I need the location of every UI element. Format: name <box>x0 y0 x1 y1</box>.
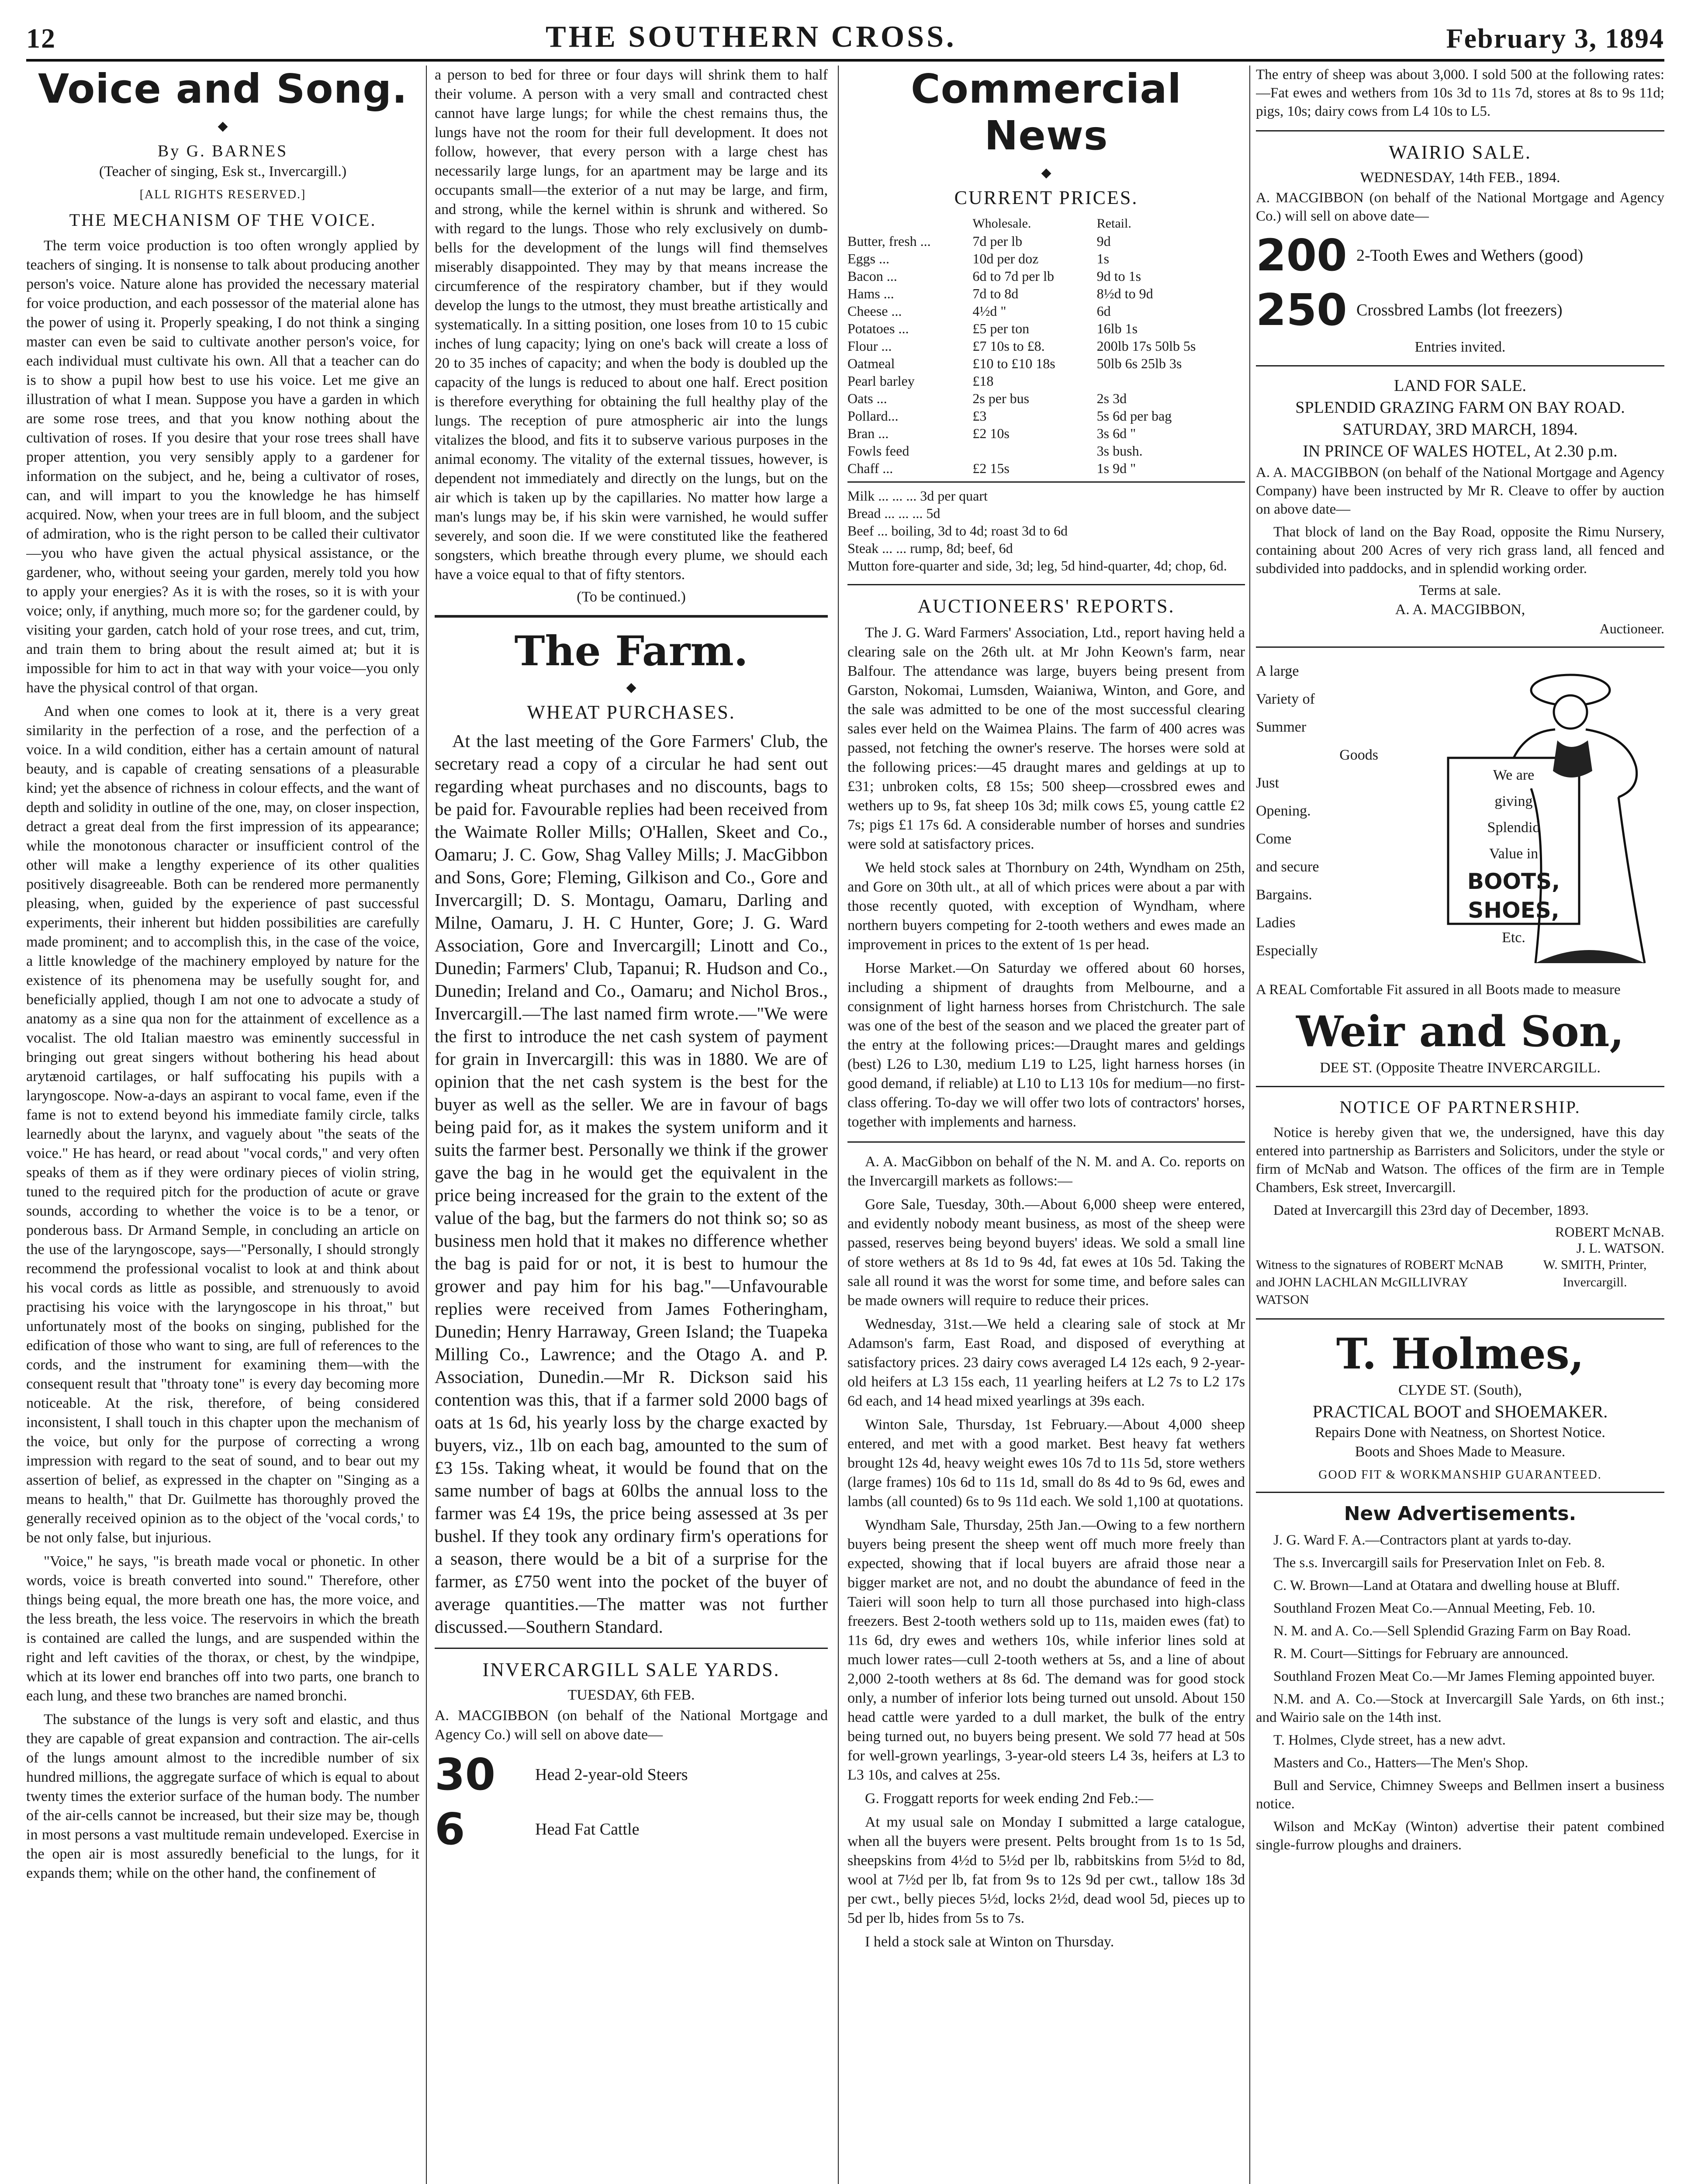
boots-ad-line: Just <box>1256 775 1279 791</box>
column-rule <box>1249 66 1250 2184</box>
speech-line: Value in <box>1489 846 1539 862</box>
new-ad-item: Bull and Service, Chimney Sweeps and Bellmen insert a business notice. <box>1256 1778 1664 1812</box>
weir-line: A REAL Comfortable Fit assured in all Boots made to measure <box>1256 982 1621 998</box>
masthead <box>26 9 1664 62</box>
new-ad-item: C. W. Brown—Land at Otatara and dwelling house at Bluff. <box>1273 1578 1620 1593</box>
notice-body: Notice is hereby given that we, the undersigned, have this day entered into partnership as Barristers and Solicitors, under the style or firm of McNab and Watson. The offices of the firm are in Temple Chambers, Esk street, Invercargill. <box>1256 1125 1664 1196</box>
auctioneer-name: A. A. MACGIBBON, <box>1395 601 1525 618</box>
article-paragraph: Horse Market.—On Saturday we offered about 60 horses, including a shipment of draughts from Melbourne, and a consignment of light harness horses from Christchurch. The sale was one of the best of the season and we placed the greater part of the entry at the following prices:—Draught mares and geldings (best) L26 to L30, medium L19 to L25, light harness horses (in good demand, if reliable) at L10 to L13 10s for medium—no first-class offering. To-day we will offer two lots of contractors' horses, together with implements and harness. <box>847 960 1245 1130</box>
new-ad-item: Wilson and McKay (Winton) advertise their patent combined single-furrow ploughs and drainers. <box>1256 1819 1664 1853</box>
boots-ad-line: Summer <box>1256 719 1307 735</box>
table-cell: Eggs ... <box>847 251 889 266</box>
boots-ad-line: A large <box>1256 663 1299 679</box>
table-cell: Oats ... <box>847 390 887 406</box>
wairio-date: WEDNESDAY, 14th FEB., 1894. <box>1360 169 1560 186</box>
boots-ad-line: Bargains. <box>1256 887 1312 903</box>
table-cell: 16lb 1s <box>1096 321 1138 336</box>
article-paragraph: Wyndham Sale, Thursday, 25th Jan.—Owing to a few northern buyers being present the sheep went off much more freely than expected, showing that if local buyers are afraid those near a bigger market are not, and no doubt the abundance of feed in the Taieri will soon help to turn all those purchased into high-class freezers. Best 2-tooth wethers sold up to 11s, maiden ewes (fat) to 11s 6d, dry ewes and wethers 10s, while inferior lines sold at much lower rates—cull 2-tooth wethers at 5s, and a line of about 2,000 2-tooth wethers at 8s 6d. The demand was for good stock only, a number of inferior lots being turned out unsold. About 150 head cattle were yarded to a dull market, the bulk of the entry being turned out, no buyers being present. We sold 77 head at 50s for well-grown yearlings, 3-year-old steers L4 3s, heifers at L3 to L3 10s, and calves at 25s. <box>847 1517 1245 1783</box>
table-row <box>847 390 1245 407</box>
new-ad-item: Southland Frozen Meat Co.—Mr James Fleming appointed buyer. <box>1273 1669 1655 1684</box>
article-paragraph: Wednesday, 31st.—We held a clearing sale of stock at Mr Adamson's farm, East Road, and disposed of everything at satisfactory prices. 23 dairy cows averaged L4 12s each, 9 2-year-old heifers at L3 15s each, 11 yearling heifers at L2 7s to L2 17s 6d each, and 14 head mixed yearlings at 39s each. <box>847 1316 1245 1409</box>
divider <box>847 481 1245 483</box>
table-cell: 1s 9d " <box>1096 460 1136 476</box>
table-cell: 50lb 6s 25lb 3s <box>1096 356 1182 371</box>
retail-line: Beef ... boiling, 3d to 4d; roast 3d to 6d <box>847 523 1068 539</box>
auctioneer-title: Auctioneer. <box>1599 621 1664 636</box>
farm-heading: SPLENDID GRAZING FARM ON BAY ROAD. <box>1295 398 1625 417</box>
article-paragraph: And when one comes to look at it, there is a very great similarity in the perfection of a rose, and the perfection of a voice. In a wild condition, either has a certain amount of natural beauty, and is capable of creating sensations of a pleasurable kind; yet the absence of richness in colour effects, and the want of depth and solidity in outline of the one, may, on closer inspection, detract a great deal from the first impression of its appearance; while the monotonous character or insufficient control of the other will make a lengthy experience of its other qualities positively disagreeable. Both can be rendered more permanently pleasing, when, guided by the experience of past successful experiments, their inherent but hidden possibilities are carefully made prominent; and to accomplish this, in the case of the voice, a little knowledge of the machinery employed by nature for the existence of its phenomena may be usefully sought for, and beneficially applied, though I am not one to advocate a study of anatomy as a sine qua non for the attainment of excellence as a vocalist. The old Italian maestro was eminently successful in bringing out great singers without bothering his head about arytænoid cartilages, or half suffocating his pupils with a laryngoscope. Now-a-days an aspirant to vocal fame, even if the fame is not to extend beyond his immediate family circle, talks learnedly about the larynx, and vaguely about "the seats of the voice." He has heard, or read about "vocal cords," and very often speaks of them as if they were ordinary pieces of violin string, tuned to the required pitch for the production of acute or grave sounds, according to whether the voice is to be a tenor, or ponderous bass. Dr Armand Semple, in concluding an article on the use of the laryngoscope, says—"Personally, I should strongly recommend the professional vocalist to look at and think about his vocal cords as little as possible, and strenuously to avoid practising his voice with the laryngoscope in his throat," but unfortunately most of the books on singing, published for the edification of those who want to sing, are full of references to the cords, and the instrument for examining them—with the consequent result that "throaty tone" is every day becoming more noticeable. At the risk, therefore, of being considered inconsistent, I shall touch in this chapter upon the mechanism of the voice, but only for the purpose of correcting a wrong impression with regard to the seat of sound, and to bear out my assertion of belief, as expressed in the chapter on "Singing as a means to health," that Dr. Guilmette has thoroughly proved the generally received opinion as to the object of the 'vocal cords,' to be not only false, but injurious. <box>26 703 419 1546</box>
wairio-intro: A. MACGIBBON (on behalf of the National Mortgage and Agency Co.) will sell on above date— <box>1256 190 1664 224</box>
table-cell: £2 10s <box>972 425 1010 441</box>
newspaper-title: THE SOUTHERN CROSS. <box>545 20 957 54</box>
table-cell: 9d <box>1096 233 1111 249</box>
table-row <box>847 355 1245 372</box>
new-ad-item: T. Holmes, Clyde street, has a new advt. <box>1273 1732 1506 1748</box>
wairio-heading: WAIRIO SALE. <box>1389 142 1532 163</box>
divider <box>1256 1086 1664 1087</box>
column-header <box>847 215 972 232</box>
column-header: Wholesale. <box>972 216 1031 231</box>
rights-note: [ALL RIGHTS RESERVED.] <box>139 188 306 201</box>
retail-line: Steak ... ... rump, 8d; beef, 6d <box>847 540 1013 556</box>
boots-ad-line: Opening. <box>1256 803 1311 819</box>
speech-bubble <box>1461 762 1566 951</box>
column-rule <box>426 66 427 2184</box>
auctioneers-heading: AUCTIONEERS' REPORTS. <box>917 595 1175 617</box>
holmes-name: T. Holmes, <box>1336 1329 1584 1379</box>
terms-note: Terms at sale. <box>1419 582 1501 598</box>
retail-line: Mutton fore-quarter and side, 3d; leg, 5d hind-quarter, 4d; chop, 6d. <box>847 558 1227 574</box>
holmes-fit: GOOD FIT & WORKMANSHIP GUARANTEED. <box>1318 1468 1602 1482</box>
page-number: 12 <box>26 23 56 54</box>
new-ad-item: N. M. and A. Co.—Sell Splendid Grazing Farm on Bay Road. <box>1273 1623 1631 1639</box>
speech-line: giving <box>1494 793 1533 809</box>
table-cell <box>1097 372 1245 390</box>
article-paragraph: The substance of the lungs is very soft and elastic, and thus they are capable of great expansion and contraction. The air-cells of the lungs amount almost to the incredible number of six hundred millions, the aggregate surface of which is equal to about twenty times the exterior surface of the human body. The number of the air-cells cannot be increased, but their size may be, though in most persons a vast multitude remain undeveloped. Exercise in the open air is most assuredly beneficial to the lungs, for it expands them; while on the other hand, the confinement of <box>26 1711 419 1881</box>
teacher-note: (Teacher of singing, Esk st., Invercargill.) <box>99 163 347 180</box>
boots-ad-line: Variety of <box>1256 691 1315 707</box>
boots-ad-line: and secure <box>1256 859 1319 875</box>
new-ad-item: J. G. Ward F. A.—Contractors plant at yards to-day. <box>1273 1532 1572 1548</box>
article-paragraph: a person to bed for three or four days will shrink them to half their volume. A person with a very small and contracted chest cannot have large lungs; for while the chest remains thus, the lungs have not the room for their full development. It does not follow, however, that every person with a large chest has necessarily large lungs, for an apartment may be large and its occupants small—the exterior of a nut may be large, and firm, and strong, while the kernel within is shrunk and withered. So with regard to the lungs. Those who rely exclusively on dumb-bells for the development of the lungs will find themselves miserably disappointed. They may by that means increase the circumference of the respiratory chamber, but if they would develop the lungs to the utmost, they must breathe artistically and systematically. In a sitting position, one loses from 10 to 15 cubic inches of lung capacity; lying on one's back will create a loss of 20 to 35 inches of capacity; and when the body is doubled up the capacity of the lungs is reduced to about one half. Erect position is therefore everything for obtaining the full healthy play of the lungs. The reception of pure atmospheric air into the lungs vitalizes the blood, and fits it to subserve various purposes in the animal economy. The vitality of the external tissues, however, is dependent not immediately and directly on the lungs, but on the air which is taken up by the capillaries. No matter how large a man's lungs may be, if his skin were varnished, he would suffer severely, and soon die. If we were constituted like the feathered songsters, which breathe through every plume, we should each have a voice equal to that of fifty stentors. <box>435 67 828 583</box>
farm-body: That block of land on the Bay Road, opposite the Rimu Nursery, containing about 200 Acres of very rich grass land, all fenced and subdivided into paddocks, and in splendid working order. <box>1256 524 1664 577</box>
table-cell <box>972 442 1096 460</box>
ornament-diamond: ◆ <box>626 680 636 695</box>
holmes-trade: PRACTICAL BOOT and SHOEMAKER. <box>1312 1402 1608 1421</box>
table-row <box>847 302 1245 320</box>
divider <box>1256 646 1664 648</box>
table-cell: Potatoes ... <box>847 321 909 336</box>
continued-note: (To be continued.) <box>577 589 686 605</box>
table-row <box>847 285 1245 302</box>
table-cell: £2 15s <box>972 460 1010 476</box>
table-cell: 6d <box>1096 303 1111 319</box>
table-cell: £5 per ton <box>972 321 1030 336</box>
column-header: Retail. <box>1096 216 1131 231</box>
table-cell: 3s bush. <box>1096 443 1143 459</box>
divider <box>1256 365 1664 366</box>
retail-lines <box>847 487 1245 574</box>
lot-number: 250 <box>1256 284 1347 335</box>
table-cell: 3s 6d " <box>1096 425 1136 441</box>
divider <box>847 1141 1245 1143</box>
table-cell: 7d to 8d <box>972 286 1019 301</box>
lot-number: 6 <box>435 1804 465 1855</box>
new-ads-list <box>1256 1531 1664 1854</box>
lot-item <box>435 1749 828 1800</box>
farm-subheading: WHEAT PURCHASES. <box>527 702 736 723</box>
table-cell: £18 <box>972 373 994 389</box>
divider <box>1256 1318 1664 1320</box>
lot-description: Crossbred Lambs (lot freezers) <box>1356 301 1563 319</box>
divider <box>1256 130 1664 131</box>
table-cell: £3 <box>972 408 987 424</box>
sale-date: TUESDAY, 6th FEB. <box>567 1687 695 1703</box>
witness-left: Witness to the signatures of ROBERT McNAB and JOHN LACHLAN McGILLIVRAY WATSON <box>1256 1258 1504 1307</box>
speech-strong: SHOES, <box>1468 898 1560 923</box>
table-row <box>847 267 1245 285</box>
column-farm <box>435 66 828 2184</box>
table-cell: 10d per doz <box>972 251 1039 266</box>
lot-item <box>435 1804 828 1855</box>
lot-item <box>1256 230 1664 281</box>
table-row <box>847 442 1245 460</box>
price-table <box>847 215 1245 477</box>
table-cell: Bran ... <box>847 425 889 441</box>
lot-description: 2-Tooth Ewes and Wethers (good) <box>1356 246 1584 265</box>
farm-date: SATURDAY, 3RD MARCH, 1894. <box>1342 420 1578 439</box>
table-row <box>847 372 1245 390</box>
boots-ad-text <box>1256 657 1378 965</box>
witness-right: W. SMITH, Printer, Invercargill. <box>1543 1258 1647 1289</box>
notice-heading: NOTICE OF PARTNERSHIP. <box>1339 1097 1581 1117</box>
holmes-address: CLYDE ST. (South), <box>1398 1382 1522 1398</box>
retail-line: Milk ... ... ... 3d per quart <box>847 488 988 504</box>
article-paragraph: The J. G. Ward Farmers' Association, Ltd., report having held a clearing sale on the 26th ult. at Mr John Keown's farm, near Balfour. The attendance was large, buyers being present from Garston, Nokomai, Lumsden, Waianiwa, Winton, and Gore, and the sale was admitted to be one of the most successful clearing sales ever held on the Waimea Plains. The farm of 400 acres was passed, not fetching the owner's reserve. The horses were sold at the following prices:—45 draught mares and geldings at up to £31; unbroken colts, £8 15s; 500 sheep—crossbred ewes and wethers up to 9s, fat sheep 10s 3d; milk cows £5, young cattle £2 7s; pigs £1 17s 6d. A considerable number of horses and sundries were sold at satisfactory prices. <box>847 625 1245 852</box>
boots-ad-line: Goods <box>1339 747 1378 763</box>
sale-intro: A. MACGIBBON (on behalf of the National Mortgage and Agency Co.) will sell on above date— <box>435 1707 828 1743</box>
new-ad-item: Masters and Co., Hatters—The Men's Shop. <box>1273 1755 1528 1771</box>
table-cell: Pearl barley <box>847 373 915 389</box>
divider <box>435 1648 828 1649</box>
table-row <box>847 337 1245 355</box>
article-paragraph: The term voice production is too often wrongly applied by teachers of singing. It is nonsense to talk about producing another person's voice. Nature alone has provided the necessary material for voice production, and each possessor of the material alone has the power of using it. Properly speaking, I do not think a singing master can even be said to cultivate another person's voice, for each individual must cultivate his own. All that a teacher can do is to show a pupil how best to use his voice. Let me give an illustration of what I mean. Suppose you have a garden in which are some rose trees, and that you know nothing about the cultivation of roses. If you desire that your rose trees shall have proper attention, you very sensibly apply to a gardener for information on the subject, and he, being a cultivator of roses, can, and will impart to you the knowledge he has himself acquired. Now, when your trees are in full bloom, and the subject of admiration, who is the right person to be called their cultivator—you who have given the actual physical assistance, or the gardener, who, without seeing your garden, merely told you how to apply your energies? As it is with the roses, so it is with your voice; only, if anything, much more so; for the gardener could, by visiting your garden, catch hold of your rose trees, and cut, trim, and train them to bring about the result aimed at; but it is impossible for him to act in that way with your voice—you only have the physical control of that organ. <box>26 238 419 696</box>
byline: By G. BARNES <box>157 142 288 160</box>
lot-description: Head Fat Cattle <box>535 1820 640 1838</box>
table-cell: 8½d to 9d <box>1096 286 1153 301</box>
table-cell: Fowls feed <box>847 443 909 459</box>
table-cell: £7 10s to £8. <box>972 338 1045 354</box>
table-header-row <box>847 215 1245 232</box>
speech-etc: Etc. <box>1502 930 1525 946</box>
boots-ad-line: Come <box>1256 831 1292 847</box>
table-cell: Oatmeal <box>847 356 895 371</box>
weir-and-son-name: Weir and Son, <box>1296 1007 1624 1056</box>
column-rule <box>838 66 839 2184</box>
table-cell: Bacon ... <box>847 268 897 284</box>
table-cell: 1s <box>1096 251 1110 266</box>
table-cell: Cheese ... <box>847 303 902 319</box>
table-cell: 4½d " <box>972 303 1006 319</box>
table-row <box>847 320 1245 337</box>
column-advertisements <box>1256 66 1664 2184</box>
article-paragraph: Gore Sale, Tuesday, 30th.—About 6,000 sheep were entered, and evidently nobody meant business, as most of the sheep were passed, reserves being beyond buyers' ideas. We sold a small line of store wethers at 8s 1d to 9s 4d, fat ewes at 10s 5d. Taking the sale all round it was the worst for some time, and before sales can be made owners will require to reduce their prices. <box>847 1196 1245 1309</box>
land-heading: LAND FOR SALE. <box>1394 377 1526 395</box>
column-commercial-news <box>847 66 1245 2184</box>
new-ad-item: R. M. Court—Sittings for February are announced. <box>1273 1646 1569 1662</box>
notice-date: Dated at Invercargill this 23rd day of December, 1893. <box>1273 1203 1589 1218</box>
table-row <box>847 407 1245 425</box>
boots-advertisement <box>1256 657 1664 972</box>
table-cell: Chaff ... <box>847 460 893 476</box>
sale-yards-heading: INVERCARGILL SALE YARDS. <box>482 1659 780 1680</box>
notice-signature: J. L. WATSON. <box>1576 1240 1664 1256</box>
lot-number: 30 <box>435 1749 496 1800</box>
new-ad-item: The s.s. Invercargill sails for Preservation Inlet on Feb. 8. <box>1273 1555 1605 1571</box>
table-cell: Flour ... <box>847 338 892 354</box>
table-cell: 9d to 1s <box>1096 268 1141 284</box>
table-cell: 200lb 17s 50lb 5s <box>1096 338 1196 354</box>
price-table-body <box>847 232 1245 477</box>
issue-date: February 3, 1894 <box>1446 23 1664 54</box>
divider <box>847 584 1245 585</box>
new-ads-heading: New Advertisements. <box>1344 1503 1577 1525</box>
lot-number: 200 <box>1256 230 1347 281</box>
article-paragraph: I held a stock sale at Winton on Thursday. <box>865 1934 1114 1950</box>
column-voice-and-song <box>26 66 419 2184</box>
divider <box>435 615 828 618</box>
table-cell: 5s 6d per bag <box>1096 408 1172 424</box>
commercial-heading: Commercial News <box>911 66 1182 159</box>
table-cell: £10 to £10 18s <box>972 356 1055 371</box>
table-row <box>847 460 1245 477</box>
farm-body: A. A. MACGIBBON (on behalf of the National Mortgage and Agency Company) have been instructed by Mr R. Cleave to offer by auction on above date— <box>1256 465 1664 517</box>
article-paragraph: G. Froggatt reports for week ending 2nd Feb.:— <box>865 1790 1154 1807</box>
entries-note: Entries invited. <box>1414 339 1506 355</box>
table-cell: 2s 3d <box>1096 390 1127 406</box>
weir-address: DEE ST. (Opposite Theatre INVERCARGILL. <box>1320 1060 1601 1076</box>
retail-line: Bread ... ... ... 5d <box>847 505 941 521</box>
witness-block <box>1256 1256 1664 1309</box>
new-ad-item: N.M. and A. Co.—Stock at Invercargill Sale Yards, on 6th inst.; and Wairio sale on the 14th inst. <box>1256 1691 1664 1725</box>
divider <box>1256 1492 1664 1493</box>
lot-item <box>1256 284 1664 335</box>
article-paragraph: We held stock sales at Thornbury on 24th, Wyndham on 25th, and Gore on 30th ult., at all of which prices were about a par with those recently quoted, with exception of Wyndham, where northern buyers competing for 2-tooth wethers and ewes made an improvement in prices to the extent of 1s per head. <box>847 860 1245 953</box>
holmes-repairs: Repairs Done with Neatness, on Shortest Notice. <box>1315 1424 1605 1441</box>
boots-ad-line: Ladies <box>1256 915 1296 931</box>
prices-subheading: CURRENT PRICES. <box>954 187 1138 208</box>
ornament-diamond: ◆ <box>218 119 228 133</box>
article-paragraph: At my usual sale on Monday I submitted a large catalogue, when all the buyers were present. Pelts brought from 1s to 1s 5d, sheepskins from 4½d to 5½d per lb, rabbitskins from 5½d to 8d, wool at 7½d per lb, fat from 9s to 12s 9d per cwt., tallow 18s 3d per cwt., belly pieces 5½d, locks 2½d, dead wool 5d, pieces up to 5d per lb, hides from 5s to 7s. <box>847 1814 1245 1926</box>
table-cell: Pollard... <box>847 408 899 424</box>
report-intro: A. A. MacGibbon on behalf of the N. M. and A. Co. reports on the Invercargill markets as follows:— <box>847 1154 1245 1189</box>
table-row <box>847 250 1245 267</box>
table-cell: 7d per lb <box>972 233 1023 249</box>
lot-description: Head 2-year-old Steers <box>535 1765 688 1784</box>
ornament-diamond: ◆ <box>1041 166 1051 180</box>
speech-line: Splendid <box>1487 819 1540 836</box>
article-paragraph: Winton Sale, Thursday, 1st February.—About 4,000 sheep entered, and met with a good market. Best heavy fat wethers brought 12s 4d, heavy weight ewes 10s 7d to 11s 5d, store wethers (large frames) 10s 6d to 11s 1d, small do 8s 4d to 9s 6d, ewes and lambs (all counted) 6s to 9s 11d each. We sold 1,100 at quotations. <box>847 1417 1245 1510</box>
speech-line: We are <box>1493 767 1535 783</box>
notice-signature: ROBERT McNAB. <box>1555 1224 1664 1240</box>
article-heading: Voice and Song. <box>38 66 408 112</box>
table-cell: Hams ... <box>847 286 894 301</box>
table-cell: 2s per bus <box>972 390 1030 406</box>
table-row <box>847 232 1245 250</box>
sale-note: The entry of sheep was about 3,000. I sold 500 at the following rates:—Fat ewes and wethers from 10s 3d to 11s 7d, stores at 8s to 9s 11d; pigs, 10s; dairy cows from L4 10s to L5. <box>1256 67 1664 119</box>
article-paragraph: "Voice," he says, "is breath made vocal or phonetic. In other words, voice is breath converted into sound." Therefore, other things being equal, the more breath one has, the more voice, and the less breath, the less voice. The reservoirs in which the breath is contained are called the lungs, and are suspended within the right and left cavities of the thorax, or chest, by the windpipe, which at its lower end branches off into two parts, one branch to each lung, and these two branches are named bronchi. <box>26 1553 419 1704</box>
boots-ad-line: Especially <box>1256 943 1318 959</box>
article-subheading: THE MECHANISM OF THE VOICE. <box>69 210 377 230</box>
new-ad-item: Southland Frozen Meat Co.—Annual Meeting, Feb. 10. <box>1273 1600 1595 1616</box>
table-cell: Butter, fresh ... <box>847 233 931 249</box>
article-paragraph: At the last meeting of the Gore Farmers' Club, the secretary read a copy of a circular he had sent out regarding wheat purchases and no discounts, bags to be paid for. Favourable replies had been received from the Waimate Roller Mills; O'Hallen, Skeet and Co., Oamaru; J. C. Gow, Shag Valley Mills; J. MacGibbon and Sons, Gore; Fleming, Gilkison and Co., Gore and Invercargill; D. S. Montagu, Oamaru, Darling and Milne, Oamaru, J. H. C Hunter, Gore; J. G. Ward Association, Gore and Invercargill; Linott and Co., Dunedin; Farmers' Club, Tapanui; R. Hudson and Co., Dunedin; Ireland and Co., Oamaru; and Nichol Bros., Invercargill.—The last named firm wrote.—"We were the first to introduce the net cash system of payment for grain in Invercargill: this was in 1880. We are of opinion that the net cash system is the best for the buyer as well as the seller. We are in favour of bags being paid for, as it makes the system uniform and it suits the farmer best. Personally we think if the grower gave the bag in he would get the equivalent in the price being increased for the grain to the extent of the value of the bag, but the farmers do not think so; so as business men hold that it makes no difference whether the bag is paid for or not, it is best to humour the grower and pay him for his bag."—Unfavourable replies were received from James Fotheringham, Dunedin; Henry Harraway, Green Island; the Tuapeka Milling Co., Lawrence; and the Otago A. and P. Association, Dunedin.—Mr R. Dickson said his contention was this, that if a farmer sold 2000 bags of oats at 1s 6d, his yearly loss by the charge exacted by buyers, viz., 1lb on each bag, amounted to the sum of £3 15s. Taking wheat, it would be found that on the same number of bags at 60lbs the annual loss to the farmer was £4 19s, the price being assessed at 3s per bushel. If they took any ordinary firm's operations for a season, there would be a bit of a surprise for the farmer, as £750 went into the pocket of the buyer of average quantities.—The matter was not further discussed.—Southern Standard. <box>435 731 828 1637</box>
table-row <box>847 425 1245 442</box>
table-cell: 6d to 7d per lb <box>972 268 1054 284</box>
holmes-boots: Boots and Shoes Made to Measure. <box>1355 1444 1566 1460</box>
speech-strong: BOOTS, <box>1467 869 1560 894</box>
farm-venue: IN PRINCE OF WALES HOTEL, At 2.30 p.m. <box>1303 442 1618 460</box>
farm-heading: The Farm. <box>514 627 748 675</box>
